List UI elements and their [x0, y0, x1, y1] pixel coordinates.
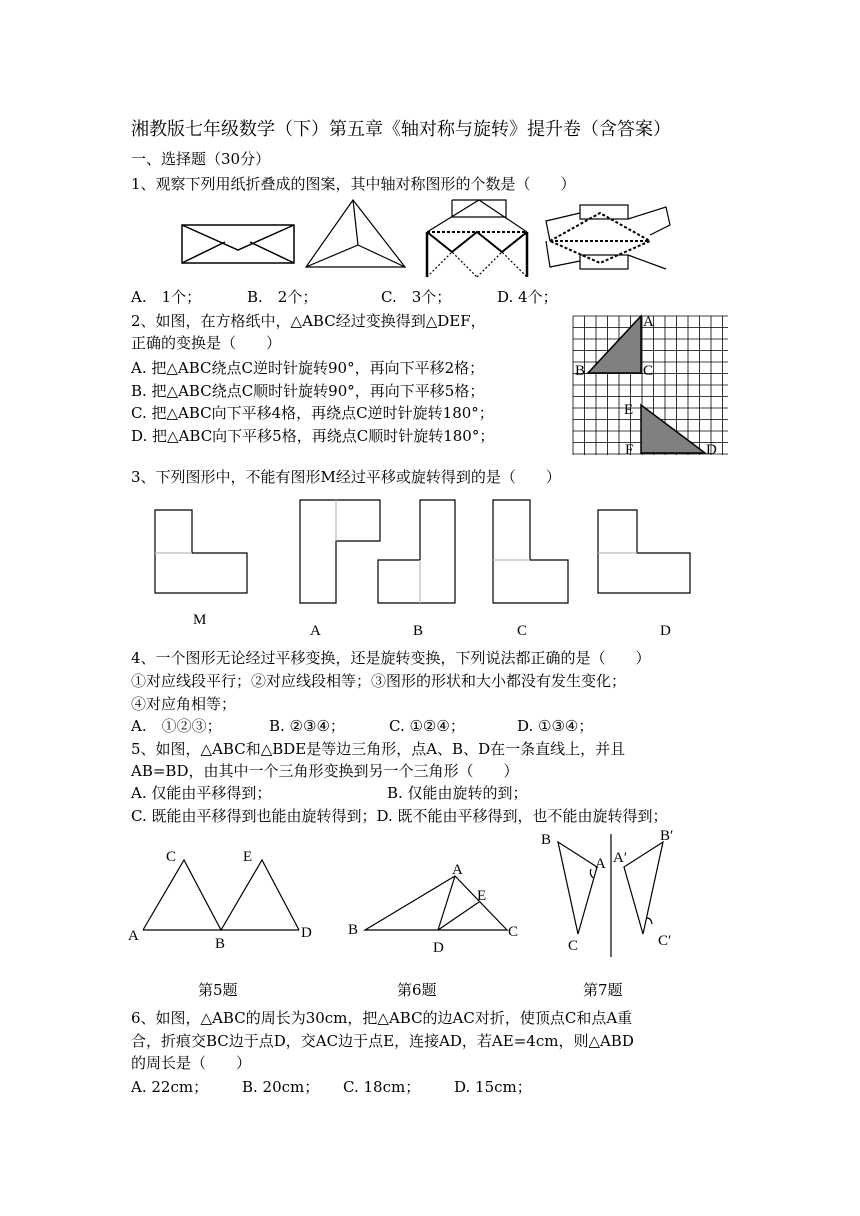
q1-option-b[interactable]: B. 2个；	[247, 288, 318, 306]
fig7-label-a: A	[595, 856, 606, 872]
q4-line2: ①对应线段平行；②对应线段相等；③图形的形状和大小都没有发生变化；	[131, 672, 627, 690]
q5-options-cd[interactable]: C. 既能由平移得到也能由旋转得到；D. 既不能由平移得到，也不能由旋转得到；	[131, 807, 668, 825]
q2-label-b: B	[575, 363, 586, 379]
fig7-label-b-prime: B′	[660, 828, 674, 844]
fig5-label-d: D	[301, 925, 312, 941]
q2-option-c[interactable]: C. 把△ABC向下平移4格，再绕点C逆时针旋转180°；	[131, 404, 494, 422]
q2-option-a[interactable]: A. 把△ABC绕点C逆时针旋转90°，再向下平移2格；	[131, 359, 485, 377]
q4-line3: ④对应角相等；	[131, 695, 237, 713]
q1-fig-house	[427, 200, 527, 277]
page-title: 湘教版七年级数学（下）第五章《轴对称与旋转》提升卷（含答案）	[131, 119, 671, 140]
q4-option-d[interactable]: D. ①③④；	[517, 717, 594, 735]
q3-shape-m	[155, 510, 247, 593]
q6-option-d[interactable]: D. 15cm；	[454, 1078, 532, 1096]
q2-label-d: D	[706, 442, 717, 458]
fig7-label-b: B	[541, 832, 552, 848]
fig5-label-c: C	[166, 849, 177, 865]
fig5-caption: 第5题	[198, 981, 238, 999]
fig7-caption: 第7题	[583, 981, 623, 999]
fig6-figure	[345, 858, 530, 958]
q6-line1: 6、如图，△ABC的周长为30cm，把△ABC的边AC对折，使顶点C和点A重	[131, 1009, 633, 1027]
q3-label-b: B	[413, 623, 424, 639]
q1-option-c[interactable]: C. 3个；	[381, 288, 452, 306]
q4-stem: 4、一个图形无论经过平移变换，还是旋转变换，下列说法都正确的是（ ）	[131, 649, 651, 667]
fig7-label-c: C	[568, 938, 579, 954]
q3-shape-c	[493, 500, 568, 603]
fig6-label-b: B	[348, 922, 359, 938]
fig6-label-a: A	[452, 862, 463, 878]
q6-option-a[interactable]: A. 22cm；	[131, 1078, 209, 1096]
q5-option-a[interactable]: A. 仅能由平移得到；	[131, 784, 272, 802]
q5-stem-line1: 5、如图，△ABC和△BDE是等边三角形，点A、B、D在一条直线上，并且	[131, 740, 626, 758]
fig7-figure	[535, 822, 695, 962]
q6-line2: 合，折痕交BC边于点D，交AC边于点E，连接AD，若AE=4cm，则△ABD	[131, 1032, 634, 1050]
q2-label-a: A	[643, 314, 654, 330]
q2-label-f: F	[625, 442, 634, 458]
fig6-label-c: C	[508, 924, 519, 940]
q2-label-c: C	[643, 363, 654, 379]
fig5-figure	[125, 845, 325, 955]
q6-option-b[interactable]: B. 20cm；	[242, 1078, 320, 1096]
q1-option-a[interactable]: A. 1个；	[131, 288, 202, 306]
q3-stem: 3、下列图形中，不能有图形M经过平移或旋转得到的是（ ）	[131, 468, 561, 486]
q2-label-e: E	[624, 402, 634, 418]
q2-stem-line1: 2、如图，在方格纸中，△ABC经过变换得到△DEF，	[131, 312, 486, 330]
fig6-label-d: D	[433, 940, 444, 956]
q3-label-m: M	[193, 612, 207, 628]
q1-fig-triangle	[306, 200, 405, 267]
fig7-label-c-prime: C′	[658, 933, 672, 949]
q1-fig-envelope	[182, 225, 294, 263]
q3-figures	[150, 498, 730, 643]
fig6-caption: 第6题	[397, 981, 437, 999]
q6-line3: 的周长是（ ）	[131, 1054, 252, 1072]
q5-stem-line2: AB=BD，由其中一个三角形变换到另一个三角形（ ）	[131, 762, 519, 780]
fig7-label-a-prime: A′	[613, 850, 628, 866]
q3-shape-b	[378, 500, 455, 603]
q1-figures	[170, 195, 710, 280]
q2-triangle-def	[641, 405, 705, 453]
section-heading: 一、选择题（30分）	[131, 150, 271, 168]
q4-option-b[interactable]: B. ②③④；	[269, 717, 345, 735]
fig6-label-e: E	[477, 888, 487, 904]
fig5-label-b: B	[215, 936, 226, 952]
q1-option-d[interactable]: D. 4个；	[497, 288, 558, 306]
q4-option-c[interactable]: C. ①②④；	[389, 717, 465, 735]
q3-shape-a	[300, 500, 380, 603]
fig5-label-a: A	[128, 928, 139, 944]
q2-grid-figure	[570, 313, 732, 458]
q3-label-d: D	[660, 623, 671, 639]
q3-label-c: C	[517, 623, 528, 639]
q6-option-c[interactable]: C. 18cm；	[343, 1078, 421, 1096]
q2-stem-line2: 正确的变换是（ ）	[131, 334, 282, 352]
fig5-label-e: E	[243, 849, 253, 865]
q5-option-b[interactable]: B. 仅能由旋转的到；	[387, 784, 528, 802]
q2-option-b[interactable]: B. 把△ABC绕点C顺时针旋转90°，再向下平移5格；	[131, 382, 485, 400]
q1-fig-fish	[546, 205, 670, 269]
q3-label-a: A	[310, 623, 321, 639]
q4-option-a[interactable]: A. ①②③；	[131, 717, 222, 735]
q3-shape-d	[598, 510, 690, 593]
q1-stem: 1、观察下列用纸折叠成的图案，其中轴对称图形的个数是（ ）	[131, 175, 576, 193]
q2-option-d[interactable]: D. 把△ABC向下平移5格，再绕点C顺时针旋转180°；	[131, 427, 495, 445]
